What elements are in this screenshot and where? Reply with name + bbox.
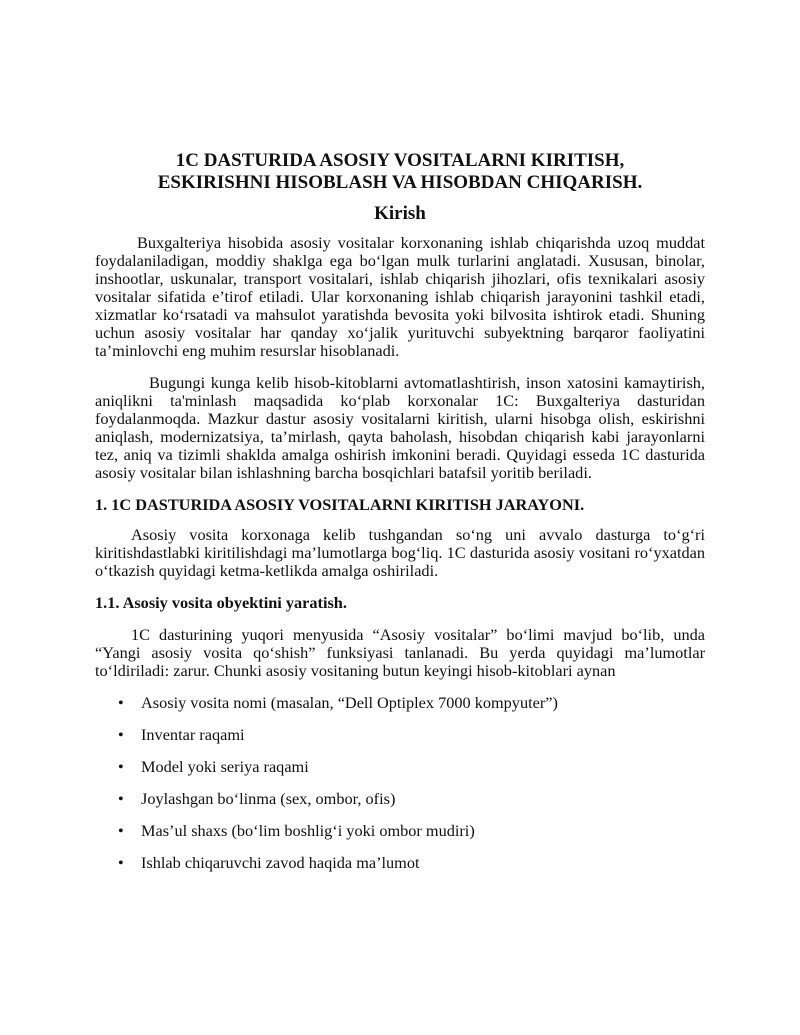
list-item — [95, 694, 705, 726]
bullet-icon: • — [118, 725, 124, 744]
title-line: 1C DASTURIDA ASOSIY VOSITALARNI KIRITISH, — [175, 150, 625, 171]
bullet-icon: • — [118, 853, 124, 872]
list-item — [95, 822, 705, 854]
list-item — [95, 726, 705, 758]
bullet-icon: • — [118, 693, 124, 712]
list-item-text: Joylashgan bo‘linma (sex, ombor, ofis) — [141, 789, 396, 808]
section-paragraph: Asosiy vosita korxonaga kelib tushgandan so‘ng uni avvalo dasturga to‘g‘ri kiritishdastlabki kiritilishdagi ma’lumotlarga bog‘liq. 1C dasturida asosiy vositani ro‘yxatdan o‘tkazish quyidagi ketma-ketlikda amalga oshiriladi. — [95, 525, 705, 580]
section-heading: 1. 1C DASTURIDA ASOSIY VOSITALARNI KIRITISH JARAYONI. — [95, 495, 585, 514]
document-page — [95, 150, 705, 886]
bullet-list — [95, 694, 705, 886]
document-title — [95, 150, 705, 194]
list-item — [95, 854, 705, 886]
subsection-heading: 1.1. Asosiy vosita obyektini yaratish. — [95, 593, 347, 612]
list-item-text: Model yoki seriya raqami — [141, 757, 309, 776]
list-item-text: Asosiy vosita nomi (masalan, “Dell Optiplex 7000 kompyuter”) — [141, 693, 558, 712]
list-item-text: Inventar raqami — [141, 725, 245, 744]
list-item — [95, 790, 705, 822]
list-item — [95, 758, 705, 790]
section-title-kirish: Kirish — [374, 203, 426, 224]
intro-paragraph: Buxgalteriya hisobida asosiy vositalar korxonaning ishlab chiqarishda uzoq muddat foydalaniladigan, moddiy shaklga ega bo‘lgan mulk turlarini anglatadi. Xususan, binolar, inshootlar, uskunalar, transport vositalari, ishlab chiqarish jihozlari, ofis texnikalari asosiy vositalar sifatida e’tirof etiladi. Ular korxonaning ishlab chiqarish jarayonini tashkil etadi, xizmatlar ko‘rsatadi va mahsulot yaratishda bevosita yoki bilvosita ishtirok etadi. Shuning uchun asosiy vositalar har qanday xo‘jalik yurituvchi subyektning barqaror faoliyatini ta’minlovchi eng muhim resurslar hisoblanadi. — [95, 233, 705, 360]
list-item-text: Ishlab chiqaruvchi zavod haqida ma’lumot — [141, 853, 420, 872]
title-line: ESKIRISHNI HISOBLASH VA HISOBDAN CHIQARISH. — [157, 172, 643, 193]
bullet-icon: • — [118, 757, 124, 776]
bullet-icon: • — [118, 821, 124, 840]
bullet-icon: • — [118, 789, 124, 808]
list-item-text: Mas’ul shaxs (bo‘lim boshlig‘i yoki ombor mudiri) — [141, 821, 475, 840]
subsection-paragraph: 1C dasturining yuqori menyusida “Asosiy vositalar” bo‘limi mavjud bo‘lib, unda “Yangi asosiy vosita qo‘shish” funksiyasi tanlanadi. Bu yerda quyidagi ma’lumotlar to‘ldiriladi: zarur. Chunki asosiy vositaning butun keyingi hisob-kitoblari aynan — [95, 625, 705, 680]
intro-paragraph: Bugungi kunga kelib hisob-kitoblarni avtomatlashtirish, inson xatosini kamaytirish, aniqlikni ta'minlash maqsadida ko‘plab korxonalar 1C: Buxgalteriya dasturidan foydalanmoqda. Mazkur dastur asosiy vositalarni kiritish, ularni hisobga olish, eskirishni aniqlash, modernizatsiya, ta’mirlash, qayta baholash, hisobdan chiqarish kabi jarayonlarni tez, aniq va tizimli shaklda amalga oshirish imkonini beradi. Quyidagi esseda 1C dasturida asosiy vositalar bilan ishlashning barcha bosqichlari batafsil yoritib beriladi. — [95, 373, 705, 482]
